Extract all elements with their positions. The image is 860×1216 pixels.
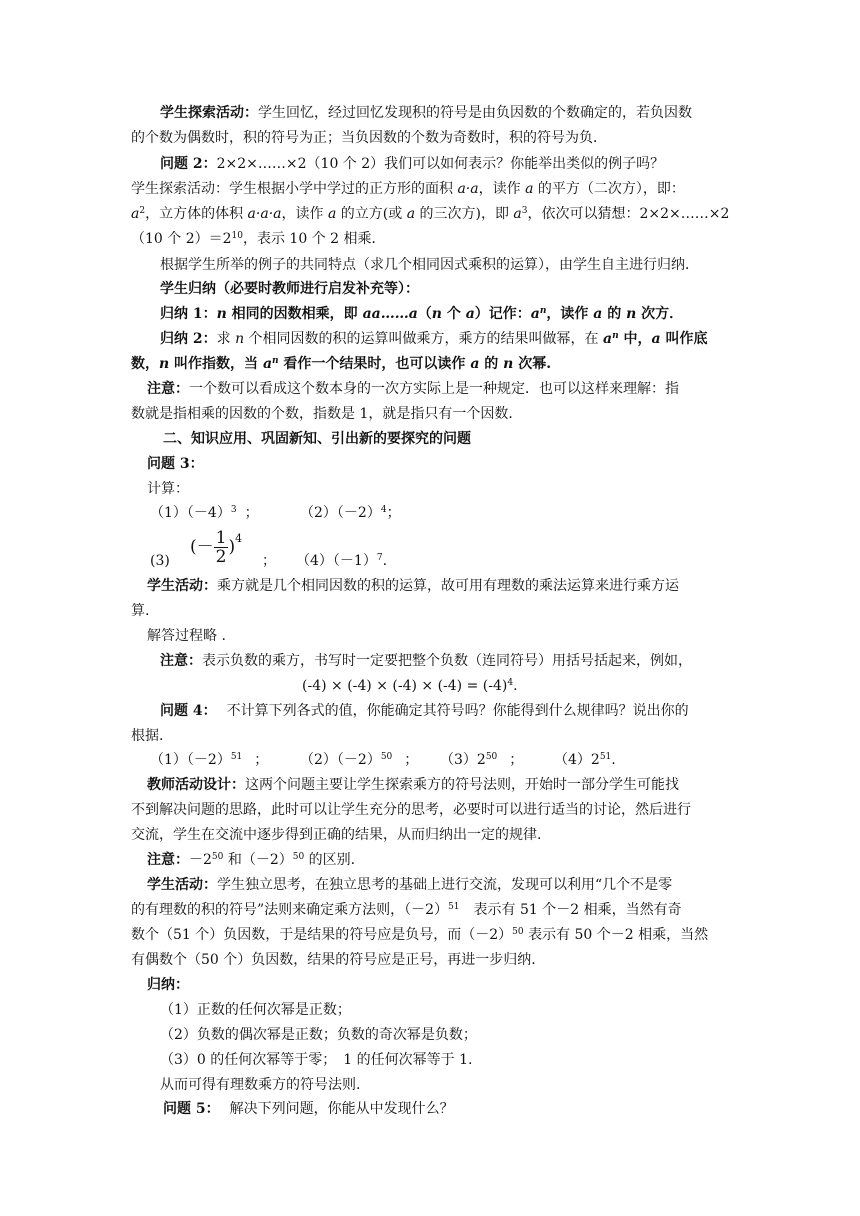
summary-2-cont: 数，n 叫作指数，当 $a^n$ 看作一个结果时，也可以读作 a 的 n 次幂. — [131, 356, 552, 372]
question-3-item-1: $(1)(-4)^3$ ； — [150, 505, 259, 521]
question-3-item-4: $(4)(-1)^7$. — [296, 553, 388, 569]
question-4-item-2: $(2)(-2)^{50}$ ； — [300, 752, 419, 768]
paragraph-explore-1-cont: 的个数为偶数时，积的符号为正；当负因数的个数为奇数时，积的符号为负． — [131, 130, 607, 146]
student-activity-2-line4: 有偶数个（50 个）负因数，结果的符号应是正号，再进一步归纳. — [131, 952, 536, 968]
paragraph-summary-intro: 根据学生所举的例子的共同特点（求几个相同因式乘积的运算），由学生自主进行归纳． — [160, 257, 699, 273]
note-2-formula: $(-4) \times (-4) \times (-4) \times (-4) = (-4)^4$. — [302, 678, 518, 694]
question-3-item-3-end: ； — [262, 553, 276, 569]
question-4-item-3: $(3)2^{50}$ ； — [440, 752, 524, 768]
question-5: 问题 5： 解决下列问题，你能从中发现什么？ — [163, 1101, 454, 1117]
note-1: 注意：一个数可以看成这个数本身的一次方实际上是一种规定．也可以这样来理解：指 — [147, 381, 679, 397]
question-3-item-2: $(2)(-2)^4$； — [300, 505, 401, 521]
paragraph-explore-2: 学生探索活动：学生根据小学中学过的正方形的面积 a·a，读作 a 的平方（二次方），即： — [131, 181, 685, 197]
summary-1: 归纳 1：n 相同的因数相乘，即 aa……a（n 个 a）记作：$a^n$，读作 a 的 n 次方． — [160, 306, 684, 322]
teacher-activity-cont-1: 不到解决问题的思路，此时可以让学生充分的思考，必要时可以进行适当的讨论，然后进行 — [131, 802, 691, 818]
teacher-activity-cont-2: 交流，学生在交流中逐步得到正确的结果，从而归纳出一定的规律. — [131, 827, 542, 843]
section-heading-2: 二、知识应用、巩固新知、引出新的要探究的问题 — [163, 431, 471, 447]
note-3: 注意：$-2^{50}$ 和$(-2)^{50}$ 的区别. — [147, 852, 356, 868]
student-activity-2-line2: 的有理数的积的符号”法则来确定乘方法则，$(-2)^{51}$ 表示有 51 个－2 相乘，当然有奇 — [131, 902, 682, 918]
conclusion-item: （2）负数的偶次幂是正数；负数的奇次幂是负数； — [160, 1027, 477, 1043]
question-2: 问题 2：2×2×……×2（10 个 2）我们可以如何表示？你能举出类似的例子吗？ — [160, 156, 665, 172]
paragraph-explore-2-line2: $a^2$，立方体的体积 a·a·a，读作 a 的立方(或 a 的三次方)，即 $a^3$，依次可以猜想：2×2×……×2 — [131, 206, 730, 222]
conclusion-item: （3）0 的任何次幂等于零； 1 的任何次幂等于 1. — [160, 1052, 473, 1068]
student-activity: 学生活动：乘方就是几个相同因数的积的运算，故可用有理数的乘法运算来进行乘方运 — [147, 578, 679, 594]
question-4-cont: 根据. — [131, 728, 164, 744]
solution-omitted: 解答过程略 . — [147, 628, 226, 644]
paragraph-explore-2-line3: （10 个 $2)=2^{10}$，表示 10 个 2 相乘． — [131, 231, 386, 247]
question-3-calc: 计算： — [147, 481, 189, 497]
question-3-label: 问题 3： — [147, 456, 204, 472]
fraction-expression: (－ $\frac{1}{2}$ )$^4$ — [190, 528, 243, 567]
conclusion-item: （1）正数的任何次幂是正数； — [160, 1002, 351, 1018]
student-activity-2: 学生活动：学生独立思考，在独立思考的基础上进行交流，发现可以利用“几个不是零 — [147, 877, 673, 893]
question-4-item-4: $(4)2^{51}$. — [554, 752, 616, 768]
conclusion-final: 从而可得有理数乘方的符号法则. — [160, 1077, 361, 1093]
conclusion-label: 归纳： — [147, 977, 189, 993]
note-2: 注意：表示负数的乘方，书写时一定要把整个负数（连同符号）用括号括起来，例如， — [160, 653, 692, 669]
question-4: 问题 4： 不计算下列各式的值，你能确定其符号吗？你能得到什么规律吗？说出你的 — [160, 703, 689, 719]
note-1-cont: 数就是指相乘的因数的个数，指数是 1，就是指只有一个因数． — [131, 406, 523, 422]
student-activity-2-line3: 数个（51 个）负因数，于是结果的符号应是负号，而$(-2)^{50}$ 表示有 50 个－2 相乘，当然 — [131, 927, 709, 943]
student-summary-heading: 学生归纳（必要时教师进行启发补充等）： — [160, 281, 419, 297]
summary-2: 归纳 2：求 n 个相同因数的积的运算叫做乘方，乘方的结果叫做幂，在 $a^n$ 中，a 叫作底 — [160, 331, 708, 347]
question-4-item-1: $(1)(-2)^{51}$ ； — [150, 752, 269, 768]
teacher-activity: 教师活动设计：这两个问题主要让学生探索乘方的符号法则，开始时一部分学生可能找 — [147, 777, 679, 793]
student-activity-cont: 算. — [131, 603, 150, 619]
paragraph-explore-1: 学生探索活动：学生回忆，经过回忆发现积的符号是由负因数的个数确定的，若负因数 — [160, 105, 692, 121]
question-3-item-3-label: (3) — [150, 553, 170, 569]
